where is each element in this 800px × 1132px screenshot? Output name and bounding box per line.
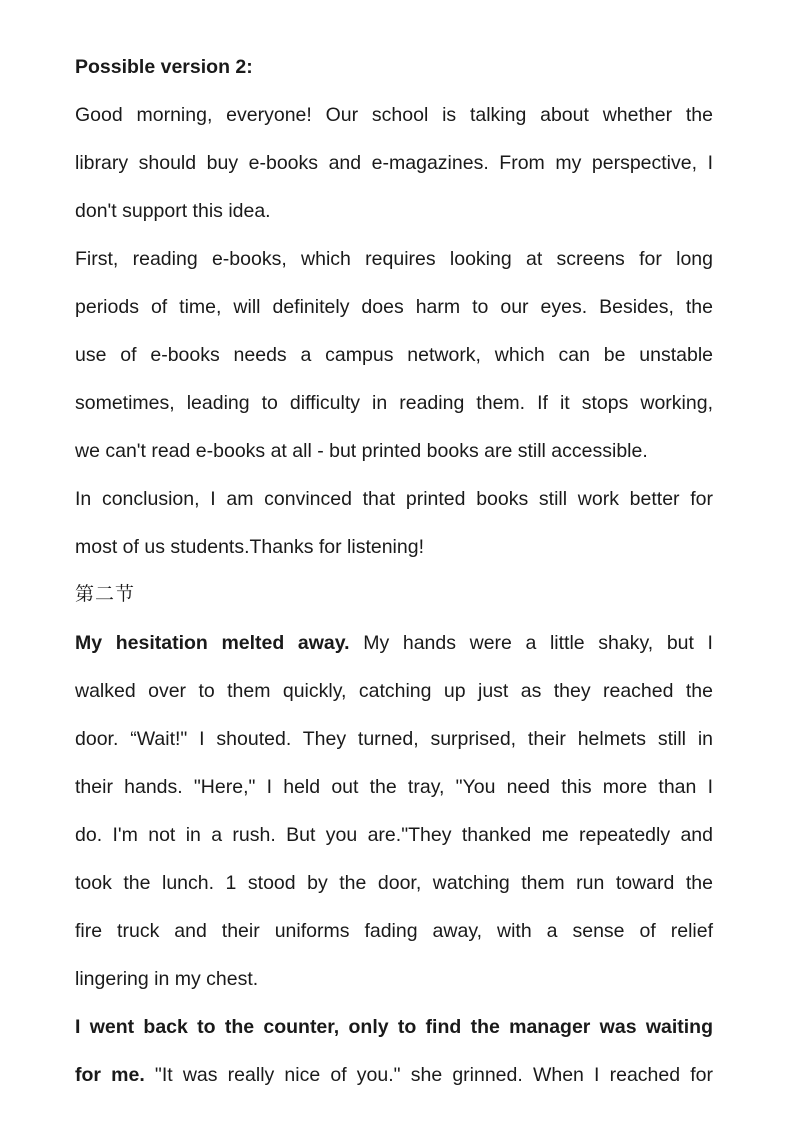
text-line: lingering in my chest. [75,968,259,990]
text-line [75,630,713,678]
bold-lead-sentence: I went back to the counter, only to find the manager was waiting [75,1016,713,1038]
text-line: First, reading e-books, which requires looking at screens for long [75,248,713,270]
text-line: do. I'm not in a rush. But you are."They thanked me repeatedly and [75,824,713,846]
bold-lead-sentence-end: for me. [75,1064,145,1086]
text-line: Good morning, everyone! Our school is talking about whether the [75,104,713,126]
text-line: we can't read e-books at all - but printed books are still accessible. [75,440,648,462]
text-run: My hands were a little shaky, but I [349,632,713,654]
text-line: In conclusion, I am convinced that printed books still work better for [75,488,713,510]
text-line: took the lunch. 1 stood by the door, watching them run toward the [75,872,713,894]
text-line: don't support this idea. [75,200,271,222]
story-paragraph-2 [75,1014,713,1110]
text-line: library should buy e-books and e-magazines. From my perspective, I [75,152,713,174]
bold-lead-sentence: My hesitation melted away. [75,632,350,654]
speech-intro-paragraph [75,102,713,246]
speech-conclusion-paragraph [75,486,713,582]
text-line: sometimes, leading to difficulty in reading them. If it stops working, [75,392,713,414]
text-run: "It was really nice of you." she grinned. When I reached for [144,1064,714,1086]
text-line: fire truck and their uniforms fading away, with a sense of relief [75,920,713,942]
version-heading: Possible version 2: [75,56,253,78]
section-label: 第二节 [75,583,136,605]
text-line: walked over to them quickly, catching up just as they reached the [75,680,713,702]
text-line: their hands. "Here," I held out the tray, "You need this more than I [75,776,713,798]
text-line: use of e-books needs a campus network, which can be unstable [75,344,713,366]
text-line: periods of time, will definitely does harm to our eyes. Besides, the [75,296,713,318]
text-line: most of us students.Thanks for listening! [75,536,425,558]
text-line [75,1062,713,1110]
text-line: door. “Wait!" I shouted. They turned, surprised, their helmets still in [75,728,713,750]
speech-body-paragraph [75,246,713,486]
story-paragraph-1 [75,630,713,1014]
